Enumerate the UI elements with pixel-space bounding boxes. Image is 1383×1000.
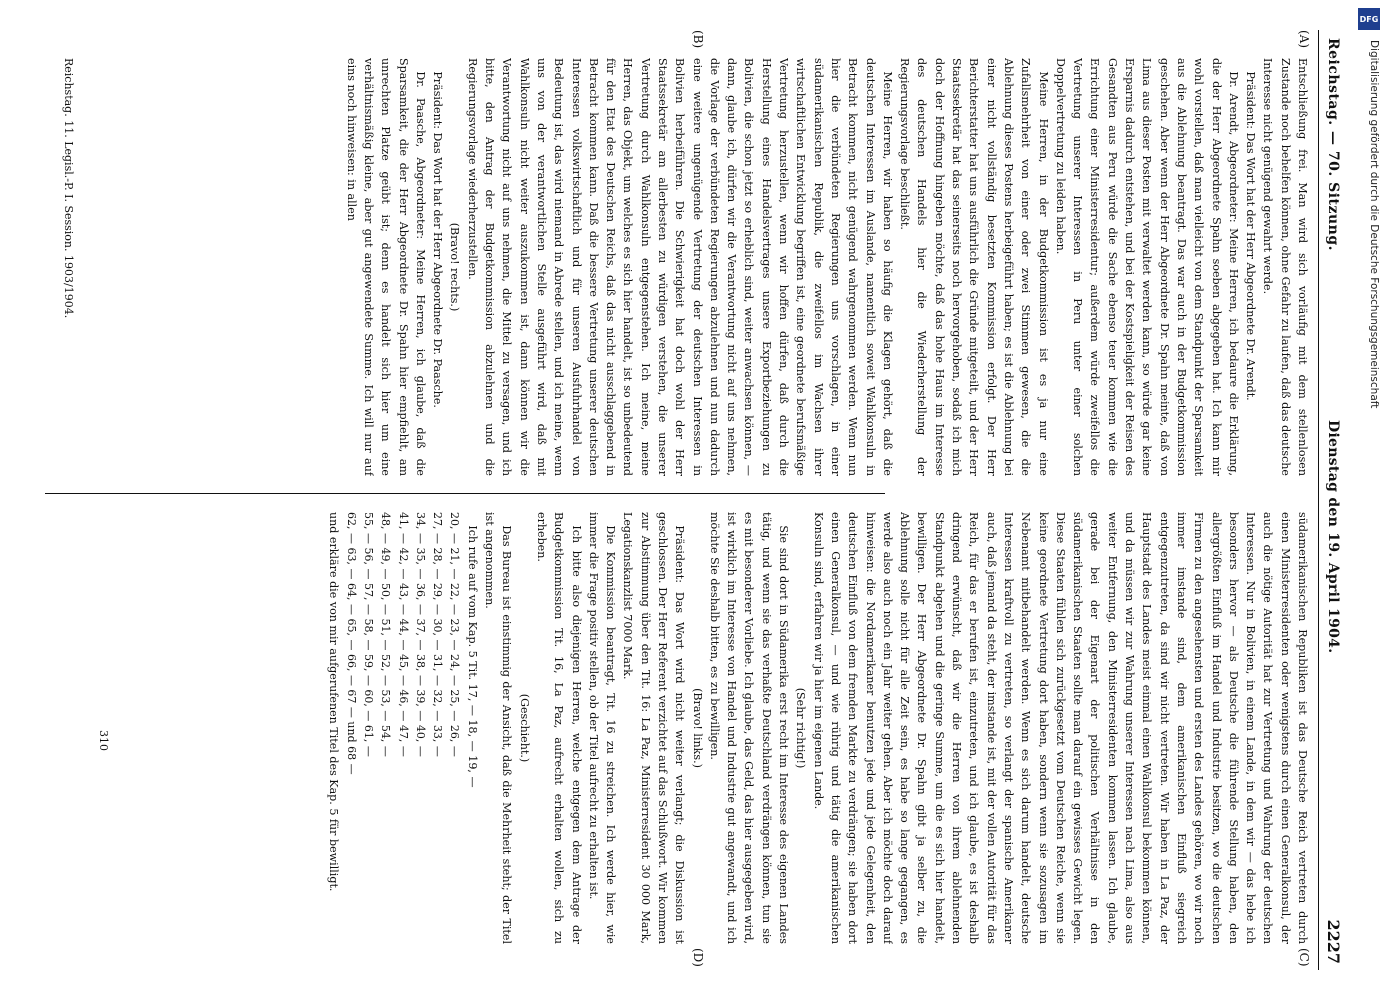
margin-marker-b: (B) <box>691 30 705 49</box>
page-footer: Reichstag. 11. Legisl.-P. I. Session. 1903/1904. <box>62 58 75 319</box>
interjection: (Bravo! links.) <box>690 688 704 768</box>
title-row: 48, — 49, — 50, — 51, — 52, — 53, — 54, — <box>379 512 393 757</box>
title-row: 34, — 35, — 36, — 37, — 38, — 39, — 40, — <box>413 512 427 757</box>
header-date: Dienstag den 19. April 1904. <box>1325 420 1341 654</box>
paragraph: südamerikanischen Republiken ist das Deutsche Reich vertreten durch einen Ministerresidenten oder wenigstens durch einen Generalkonsul, der auch die nötige Autorität hat zur Vertretung und Wahrung der deutschen Interessen. Nur in Bolivien, in einem Lande, in dem wir — das hebe ich besonders hervor — als Deutsche die führende Stellung haben, den allergrößten Einfluß im Handel und Industrie besitzen, wo die deutschen Firmen zu den angesehensten und ersten des Landes gehören, wo wir noch immer imstande sind, dem amerikanischen Einfluß siegreich entgegenzutreten, da sind wir nicht vertreten. Wir haben in La Paz, der Hauptstadt des Landes meist einmal einen Wahlkonsul bekommen können, und da müssen wir zur Wahrung unserer Interessen nach Lima, also aus weiter Entfernung, den Ministerresidenten kommen lassen. Ich glaube, gerade bei der Eigenart der politischen Verhältnisse in den südamerikanischen Staaten sollte man darauf ein gewisses Gewicht legen. Diese Staaten fühlen sich zurückgesetzt vom Deutschen Reiche, wenn sie keine geordnete Vertretung dort haben, sondern wenn sie sozusagen im Nebenamt mitbehandelt werden. Wenn es sich darum handelt, deutsche Interessen kraftvoll zu vertreten, so verlangt der spanische Amerikaner auch, daß jemand da steht, der imstande ist, mit der vollen Autorität für das Reich, für das er berufen ist, einzutreten, und ich glaube, es ist deshalb dringend erwünscht, daß wir die Herren von ihrem ablehnenden Standpunkt abgehen und die geringe Summe, um die es sich hier handelt, bewilligen. Der Herr Abgeordnete Dr. Spahn gibt ja selber zu, die Ablehnung solle nicht für alle Zeit sein, es habe so lange gegangen, es werde also auch noch ein Jahr weiter gehen. Aber ich möchte doch darauf hinweisen: die Nordamerikaner benutzen jede und jede Gelegenheit, den deutschen Einfluß von dem fremden Markte zu verdrängen; sie haben dort einen Generalkonsul, — und wie rührig und tätig die amerikanischen Konsuln sind, erfahren wir ja hier im eigenen Lande. <box>811 512 1309 944</box>
page-header <box>1318 30 1345 970</box>
margin-marker-a: (A) <box>1297 30 1311 49</box>
title-row: 27, — 28, — 29, — 30, — 31, — 32, — 33, — <box>431 512 445 757</box>
paragraph: Die Kommission beantragt, Tit. 16 zu streichen. Ich werde hier, wie immer die Frage positiv stellen, ob der Titel aufrecht zu erhalten ist. <box>586 512 618 944</box>
title-row: 20, — 21, — 22, — 23, — 24, — 25, — 26, — <box>448 512 462 757</box>
margin-marker-c: (C) <box>1297 948 1311 967</box>
paragraph: Ich rufe auf vom Kap. 5 Tit. 17, — 18, — 19, — <box>465 525 479 788</box>
header-page-number: 2227 <box>1324 919 1343 964</box>
left-column <box>61 58 1311 476</box>
paragraph: und erkläre die von mir aufgerufenen Titel des Kap. 5 für bewilligt. <box>327 512 341 892</box>
paragraph: Entschließung frei. Man wird sich vorläufig mit dem stellenlosen Zustande noch behelfen können, ohne Gefahr zu laufen, daß das deutsche Interesse nicht genügend gewahrt werde. <box>1261 58 1309 476</box>
dfg-logo: DFG <box>1358 8 1380 30</box>
digitization-credit: Digitalisierung gefördert durch die Deutsche Forschungsgemeinschaft <box>1368 40 1380 409</box>
title-number-list <box>342 512 463 944</box>
column-divider <box>45 493 885 494</box>
margin-marker-d: (D) <box>691 948 705 967</box>
right-column <box>61 512 1311 944</box>
title-row: 62, — 63, — 64, — 65, — 66, — 67 — und 68 — <box>344 512 358 775</box>
paragraph: Präsident: Das Wort wird nicht weiter verlangt; die Diskussion ist geschlossen. Der Herr Referent verzichtet auf das Schlußwort. Wir kommen zur Abstimmung über den Tit. 16: La Paz, Ministerresident 30 000 Mark, Legationskanzlist 7000 Mark. <box>621 512 687 944</box>
rotated-page <box>45 30 1345 970</box>
footer-page-number: 310 <box>97 730 110 751</box>
header-left: Reichstag. — 70. Sitzung. <box>1325 38 1341 251</box>
paragraph: Dr. Arendt, Abgeordneter: Meine Herren, ich bedaure die Erklärung, die der Herr Abgeordnete Spahn soeben abgegeben hat. Ich kann mir wohl vorstellen, daß man vielleicht von dem Standpunkt der Sparsamkeit aus die Ablehnung beantragt. Das war auch in der Budgetkommission geschehen. Aber wenn der Herr Abgeordnete Dr. Spahn meinte, daß von Lima aus dieser Posten mit verwaltet werden kann, so würde gar keine Ersparnis dadurch entstehen, und bei der Kostspieligkeit der Reisen des Gesandten aus Peru würde die Sache ebenso teuer kommen wie die Errichtung einer Ministerresidentur; außerdem würde zweifellos die Vertretung unserer Interessen in Peru unter einer solchen Doppelvertretung zu leiden haben. <box>1053 58 1240 476</box>
paragraph: Dr. Paasche, Abgeordneter: Meine Herren, ich glaube, daß die Sparsamkeit, die der Herr Abgeordnete Dr. Spahn hier empfiehlt, am unrechten Platze geübt ist; denn es handelt sich hier um eine verhältnismäßig kleine, aber gut angewendete Summe. Ich will nur auf eins noch hinweisen: in allen <box>344 58 427 476</box>
paragraph: Meine Herren, wir haben so häufig die Klagen gehört, daß die deutschen Interessen im Auslande, namentlich soweit Wahlkonsuln in Betracht kommen, nicht genügend wahrgenommen werden. Wenn nun hier die verbündeten Regierungen uns vorschlagen, in einer südamerikanischen Republik, die zweifellos im Wachsen ihrer wirtschaftlichen Entwicklung begriffen ist, eine geordnete berufsmäßige Vertretung herzustellen, wenn wir hoffen dürfen, daß durch die Herstellung eines Handelsvertrages unsere Exportbeziehungen zu Bolivien, die schon jetzt so erheblich sind, weiter anwachsen können, — dann, glaube ich, dürfen wir die Verantwortung nicht auf uns nehmen, die Vorlage der verbündeten Regierungen abzulehnen und nun dadurch eine weitere ungenügende Vertretung der deutschen Interessen in Bolivien herbeiführen. Die Schwierigkeit hat doch wohl der Herr Staatssekretär am allerbesten zu würdigen verstehen, die unserer Vertretung durch Wahlkonsuln entgegenstehen. Ich meine, meine Herren, das Objekt, um welches es sich hier handelt, ist so unbedeutend für den Etat des Deutschen Reichs, daß das nicht ausschlaggebend in Betracht kommen kann. Daß die bessere Vertretung unserer deutschen Interessen volkswirtschaftlich und für unseren Ausfuhrhandel von Bedeutung ist, das wird niemand in Abrede stellen, und ich meine, wenn uns von der verantwortlichen Stelle ausgeführt wird, daß mit Wahlkonsuln nicht weiter auszukommen ist, dann können wir die Verantwortung nicht auf uns nehmen, die Mittel zu versagen, und ich bitte, den Antrag der Budgetkommission abzulehnen und die Regierungsvorlage wiederherzustellen. <box>465 58 894 476</box>
paragraph: Meine Herren, in der Budgetkommission ist es ja nur eine Zufallsmehrheit von einer oder zwei Stimmen gewesen, die die Ablehnung dieses Postens herbeigeführt haben; es ist die Ablehnung bei einer nicht vollständig besetzten Kommission erfolgt. Der Herr Berichterstatter hat uns ausführlich die Gründe mitgeteilt, und der Herr Staatssekretär hat das seinerseits noch hervorgehoben, sodaß ich mich doch der Hoffnung hingeben möchte, daß das hohe Haus im Interesse des deutschen Handels hier die Wiederherstellung der Regierungsvorlage beschließt. <box>898 58 1050 476</box>
interjection: (Sehr richtig!) <box>794 687 808 769</box>
interjection: (Geschieht.) <box>517 693 531 763</box>
paragraph: Das Bureau ist einstimmig der Ansicht, daß die Mehrheit steht; der Titel ist angenommen. <box>483 512 514 944</box>
paragraph: Präsident: Das Wort hat der Herr Abgeordnete Dr. Paasche. <box>431 71 445 408</box>
title-row: 41, — 42, — 43, — 44, — 45, — 46, — 47, — <box>396 512 410 757</box>
paragraph: Sie sind dort in Südamerika erst recht im Interesse des eigenen Landes tätig, und wenn sie das verhaßte Deutschland verdrängen können, tun sie es mit besonderer Vorliebe. Ich glaube, das Geld, das hier ausgegeben wird, ist wirklich im Interesse von Handel und Industrie gut angewandt, und ich möchte Sie deshalb bitten, es zu bewilligen. <box>707 512 791 944</box>
title-row: 55, — 56, — 57, — 58, — 59, — 60, — 61, — <box>361 512 375 757</box>
interjection: (Bravo! rechts.) <box>448 222 462 312</box>
paragraph: Ich bitte also diejenigen Herren, welche entgegen dem Antrage der Budgetkommission Tit. 16, La Paz, aufrecht erhalten wollen, sich zu erheben. <box>534 512 583 944</box>
paragraph: Präsident: Das Wort hat der Herr Abgeordnete Dr. Arendt. <box>1244 71 1258 401</box>
